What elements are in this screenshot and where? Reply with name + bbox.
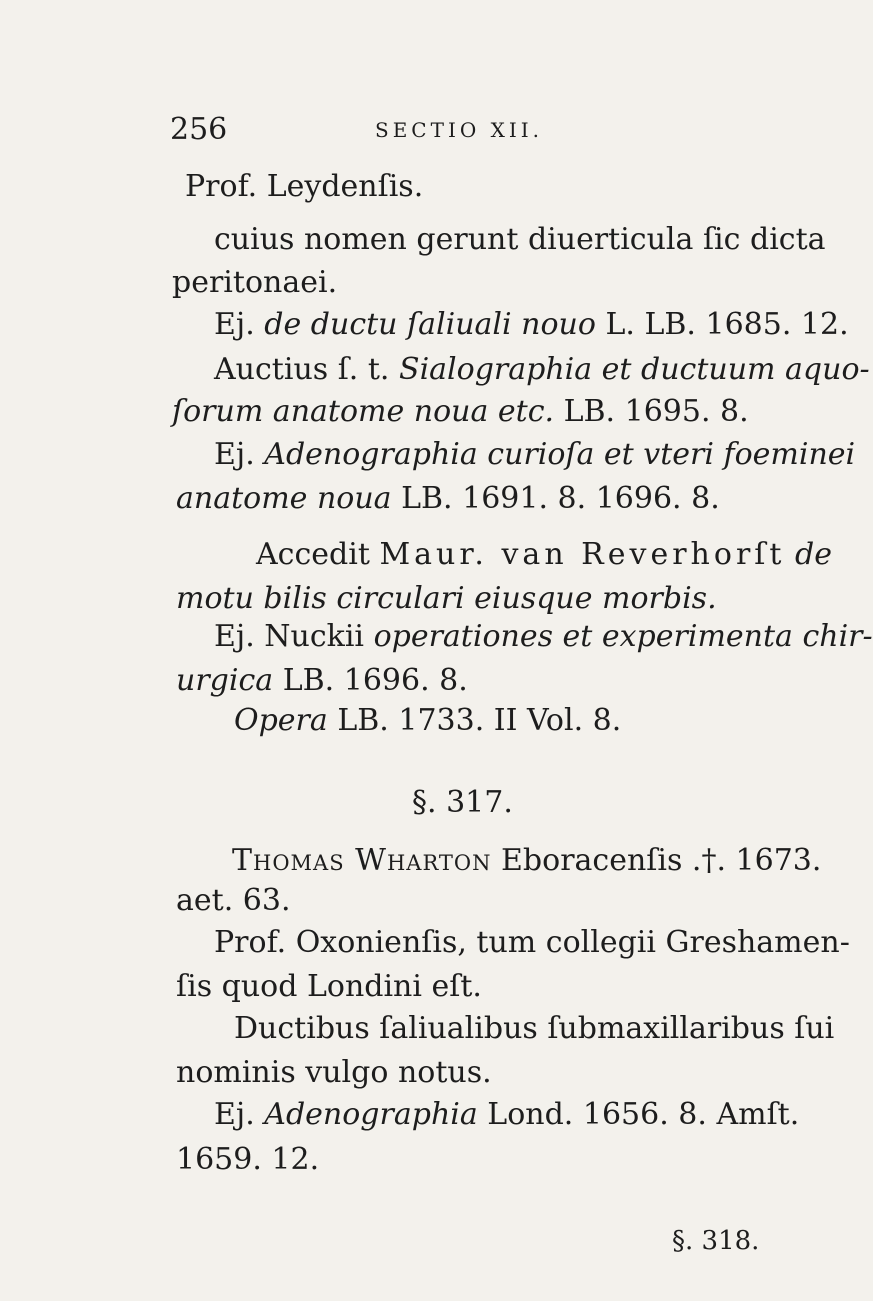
text-line: Accedit Maur. van Reverhorſt de [256,537,832,572]
text-line: cuius nomen gerunt diuerticula ſic dicta [214,222,826,257]
page-number: 256 [170,112,228,147]
text-line: ſorum anatome noua etc. LB. 1695. 8. [172,394,749,429]
text-line: motu bilis circulari eiusque morbis. [176,581,717,616]
text-line: peritonaei. [172,265,338,300]
text-line: urgica LB. 1696. 8. [176,663,468,698]
text-line: Auctius ſ. t. Sialographia et ductuum aquo- [214,352,870,387]
running-title: SECTIO XII. [375,118,543,142]
text-line: Ej. Adenographia curioſa et vteri foeminei [214,437,856,472]
text-line: nominis vulgo notus. [176,1055,492,1090]
text-line: Prof. Oxonienſis, tum collegii Greshamen- [214,925,850,960]
text-line: Prof. Leydenſis. [185,169,424,204]
text-line: Ej. de ductu ſaliuali nouo L. LB. 1685. 12. [214,307,849,342]
section-heading: §. 317. [412,785,513,820]
text-line: 1659. 12. [176,1142,320,1177]
text-line: Ej. Adenographia Lond. 1656. 8. Amſt. [214,1097,800,1132]
text-line: Thomas Wharton Eboracenſis .†. 1673. [232,843,822,878]
text-line: Ductibus ſaliualibus ſubmaxillaribus ſui [234,1011,835,1046]
text-line: ſis quod Londini eſt. [176,969,482,1004]
text-line: aet. 63. [176,883,291,918]
text-line: Opera LB. 1733. II Vol. 8. [234,703,622,738]
catchword: §. 318. [672,1226,760,1256]
text-line: Ej. Nuckii operationes et experimenta chir- [214,619,873,654]
text-line: anatome noua LB. 1691. 8. 1696. 8. [176,481,720,516]
